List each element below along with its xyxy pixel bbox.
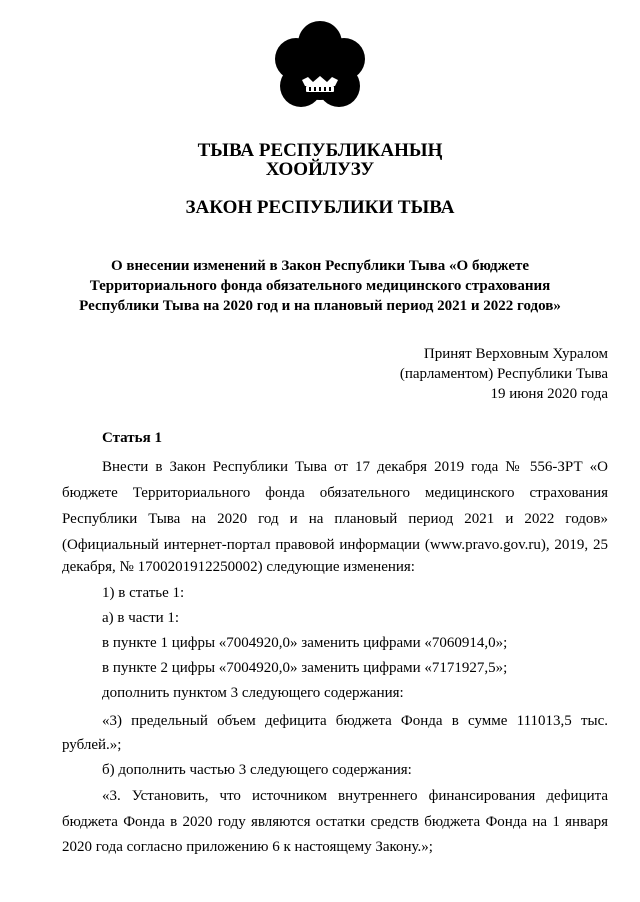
body-line: бюджета Фонда в 2020 году являются остатки средств бюджета Фонда на 1 января [62, 814, 608, 830]
body-line: декабря, № 1700201912250002) следующие изменения: [62, 559, 415, 575]
body-line: 2020 года согласно приложению 6 к настоящему Закону.»; [62, 839, 433, 855]
body-line: дополнить пунктом 3 следующего содержания: [102, 685, 404, 701]
subtitle-line: О внесении изменений в Закон Республики Тыва «О бюджете [110, 258, 529, 274]
body-line: 1) в статье 1: [102, 585, 185, 601]
body-line: «3. Установить, что источником внутреннего финансирования дефицита [102, 788, 608, 804]
body-line: «3) предельный объем дефицита бюджета Фонда в сумме 111013,5 тыс. [102, 713, 608, 729]
body-line: рублей.»; [62, 737, 122, 753]
body-line: в пункте 2 цифры «7004920,0» заменить цифрами «7171927,5»; [102, 660, 508, 676]
body-line: бюджете Территориального фонда обязательного медицинского страхования [62, 485, 608, 501]
subtitle-line: Республики Тыва на 2020 год и на плановый период 2021 и 2022 годов» [79, 298, 561, 314]
republic-title-line1: ТЫВА РЕСПУБЛИКАНЫҢ [197, 140, 443, 161]
tuva-emblem-icon [273, 20, 367, 114]
article-heading: Статья 1 [102, 430, 162, 446]
body-line: а) в части 1: [102, 610, 180, 626]
adoption-line: (парламентом) Республики Тыва [399, 366, 608, 382]
body-line: б) дополнить частью 3 следующего содержания: [102, 762, 412, 778]
law-title: ЗАКОН РЕСПУБЛИКИ ТЫВА [185, 197, 455, 218]
republic-title-line2: ХООЙЛУЗУ [265, 159, 375, 180]
body-line: Республики Тыва на 2020 год и на плановый период 2021 и 2022 годов» [62, 511, 608, 527]
subtitle-line: Территориального фонда обязательного медицинского страхования [89, 278, 551, 294]
body-line: в пункте 1 цифры «7004920,0» заменить цифрами «7060914,0»; [102, 635, 508, 651]
body-line: Внести в Закон Республики Тыва от 17 декабря 2019 года № 556-ЗРТ «О [102, 459, 608, 475]
body-line: (Официальный интернет-портал правовой информации (www.pravo.gov.ru), 2019, 25 [62, 537, 608, 553]
adoption-line: 19 июня 2020 года [490, 386, 608, 402]
adoption-line: Принят Верховным Хуралом [423, 346, 608, 362]
